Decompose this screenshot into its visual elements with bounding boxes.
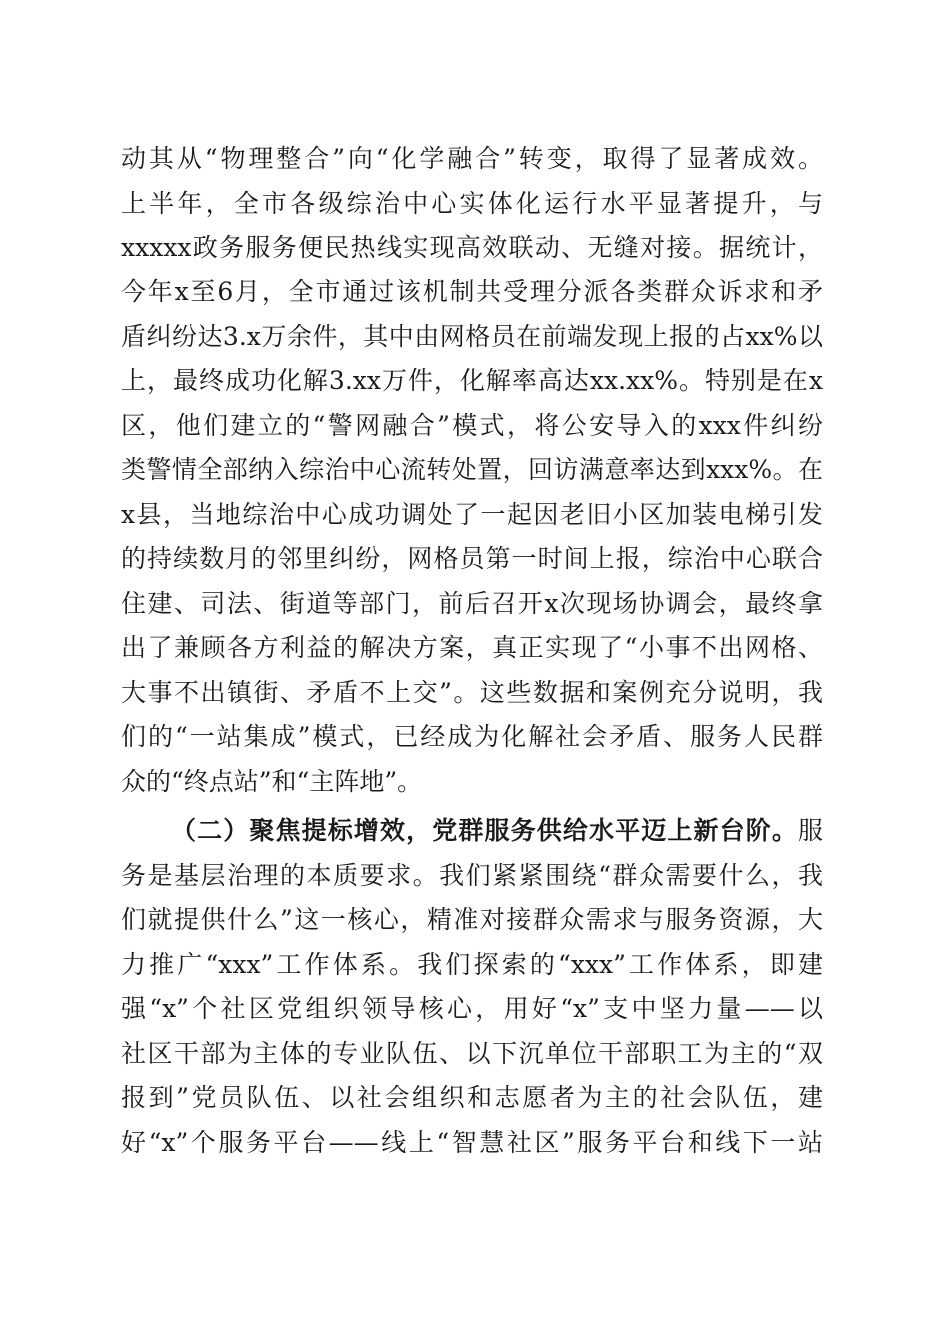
section-heading-line	[171, 809, 823, 853]
text-line: 上半年，全市各级综治中心实体化运行水平显著提升，与	[121, 189, 823, 218]
text-line: 力推广“xxx”工作体系。我们探索的“xxx”工作体系，即建	[121, 950, 823, 979]
text-line: 社区干部为主体的专业队伍、以下沉单位干部职工为主的“双	[121, 1039, 823, 1068]
text-line: 们的“一站集成”模式，已经成为化解社会矛盾、服务人民群	[121, 722, 823, 751]
text-line: 盾纠纷达3.x万余件，其中由网格员在前端发现上报的占xx%以	[121, 322, 823, 351]
text-line: 上，最终成功化解3.xx万件，化解率高达xx.xx%。特别是在x	[121, 366, 823, 395]
section-heading: （二）聚焦提标增效，党群服务供给水平迈上新台阶。	[171, 816, 798, 845]
text-line-continuation: 服	[797, 816, 823, 845]
text-line: x县，当地综治中心成功调处了一起因老旧小区加装电梯引发	[121, 500, 823, 529]
text-line: 们就提供什么”这一核心，精准对接群众需求与服务资源，大	[121, 905, 823, 934]
text-line: 区，他们建立的“警网融合”模式，将公安导入的xxx件纠纷	[121, 411, 823, 440]
text-line: 的持续数月的邻里纠纷，网格员第一时间上报，综治中心联合	[121, 544, 823, 573]
text-line: 众的“终点站”和“主阵地”。	[121, 767, 423, 796]
text-line: 好“x”个服务平台——线上“智慧社区”服务平台和线下一站	[121, 1128, 823, 1157]
text-line: 强“x”个社区党组织领导核心，用好“x”支中坚力量——以	[121, 994, 823, 1023]
text-line: 住建、司法、街道等部门，前后召开x次现场协调会，最终拿	[121, 589, 823, 618]
text-line: 今年x至6月，全市通过该机制共受理分派各类群众诉求和矛	[121, 277, 823, 306]
text-line: 大事不出镇街、矛盾不上交”。这些数据和案例充分说明，我	[121, 678, 823, 707]
text-line: xxxxx政务服务便民热线实现高效联动、无缝对接。据统计，	[121, 233, 823, 262]
text-line: 报到”党员队伍、以社会组织和志愿者为主的社会队伍，建	[121, 1083, 823, 1112]
text-line: 出了兼顾各方利益的解决方案，真正实现了“小事不出网格、	[121, 633, 823, 662]
text-line: 类警情全部纳入综治中心流转处置，回访满意率达到xxx%。在	[121, 455, 823, 484]
text-line: 动其从“物理整合”向“化学融合”转变，取得了显著成效。	[121, 144, 823, 173]
text-line: 务是基层治理的本质要求。我们紧紧围绕“群众需要什么，我	[121, 861, 823, 890]
